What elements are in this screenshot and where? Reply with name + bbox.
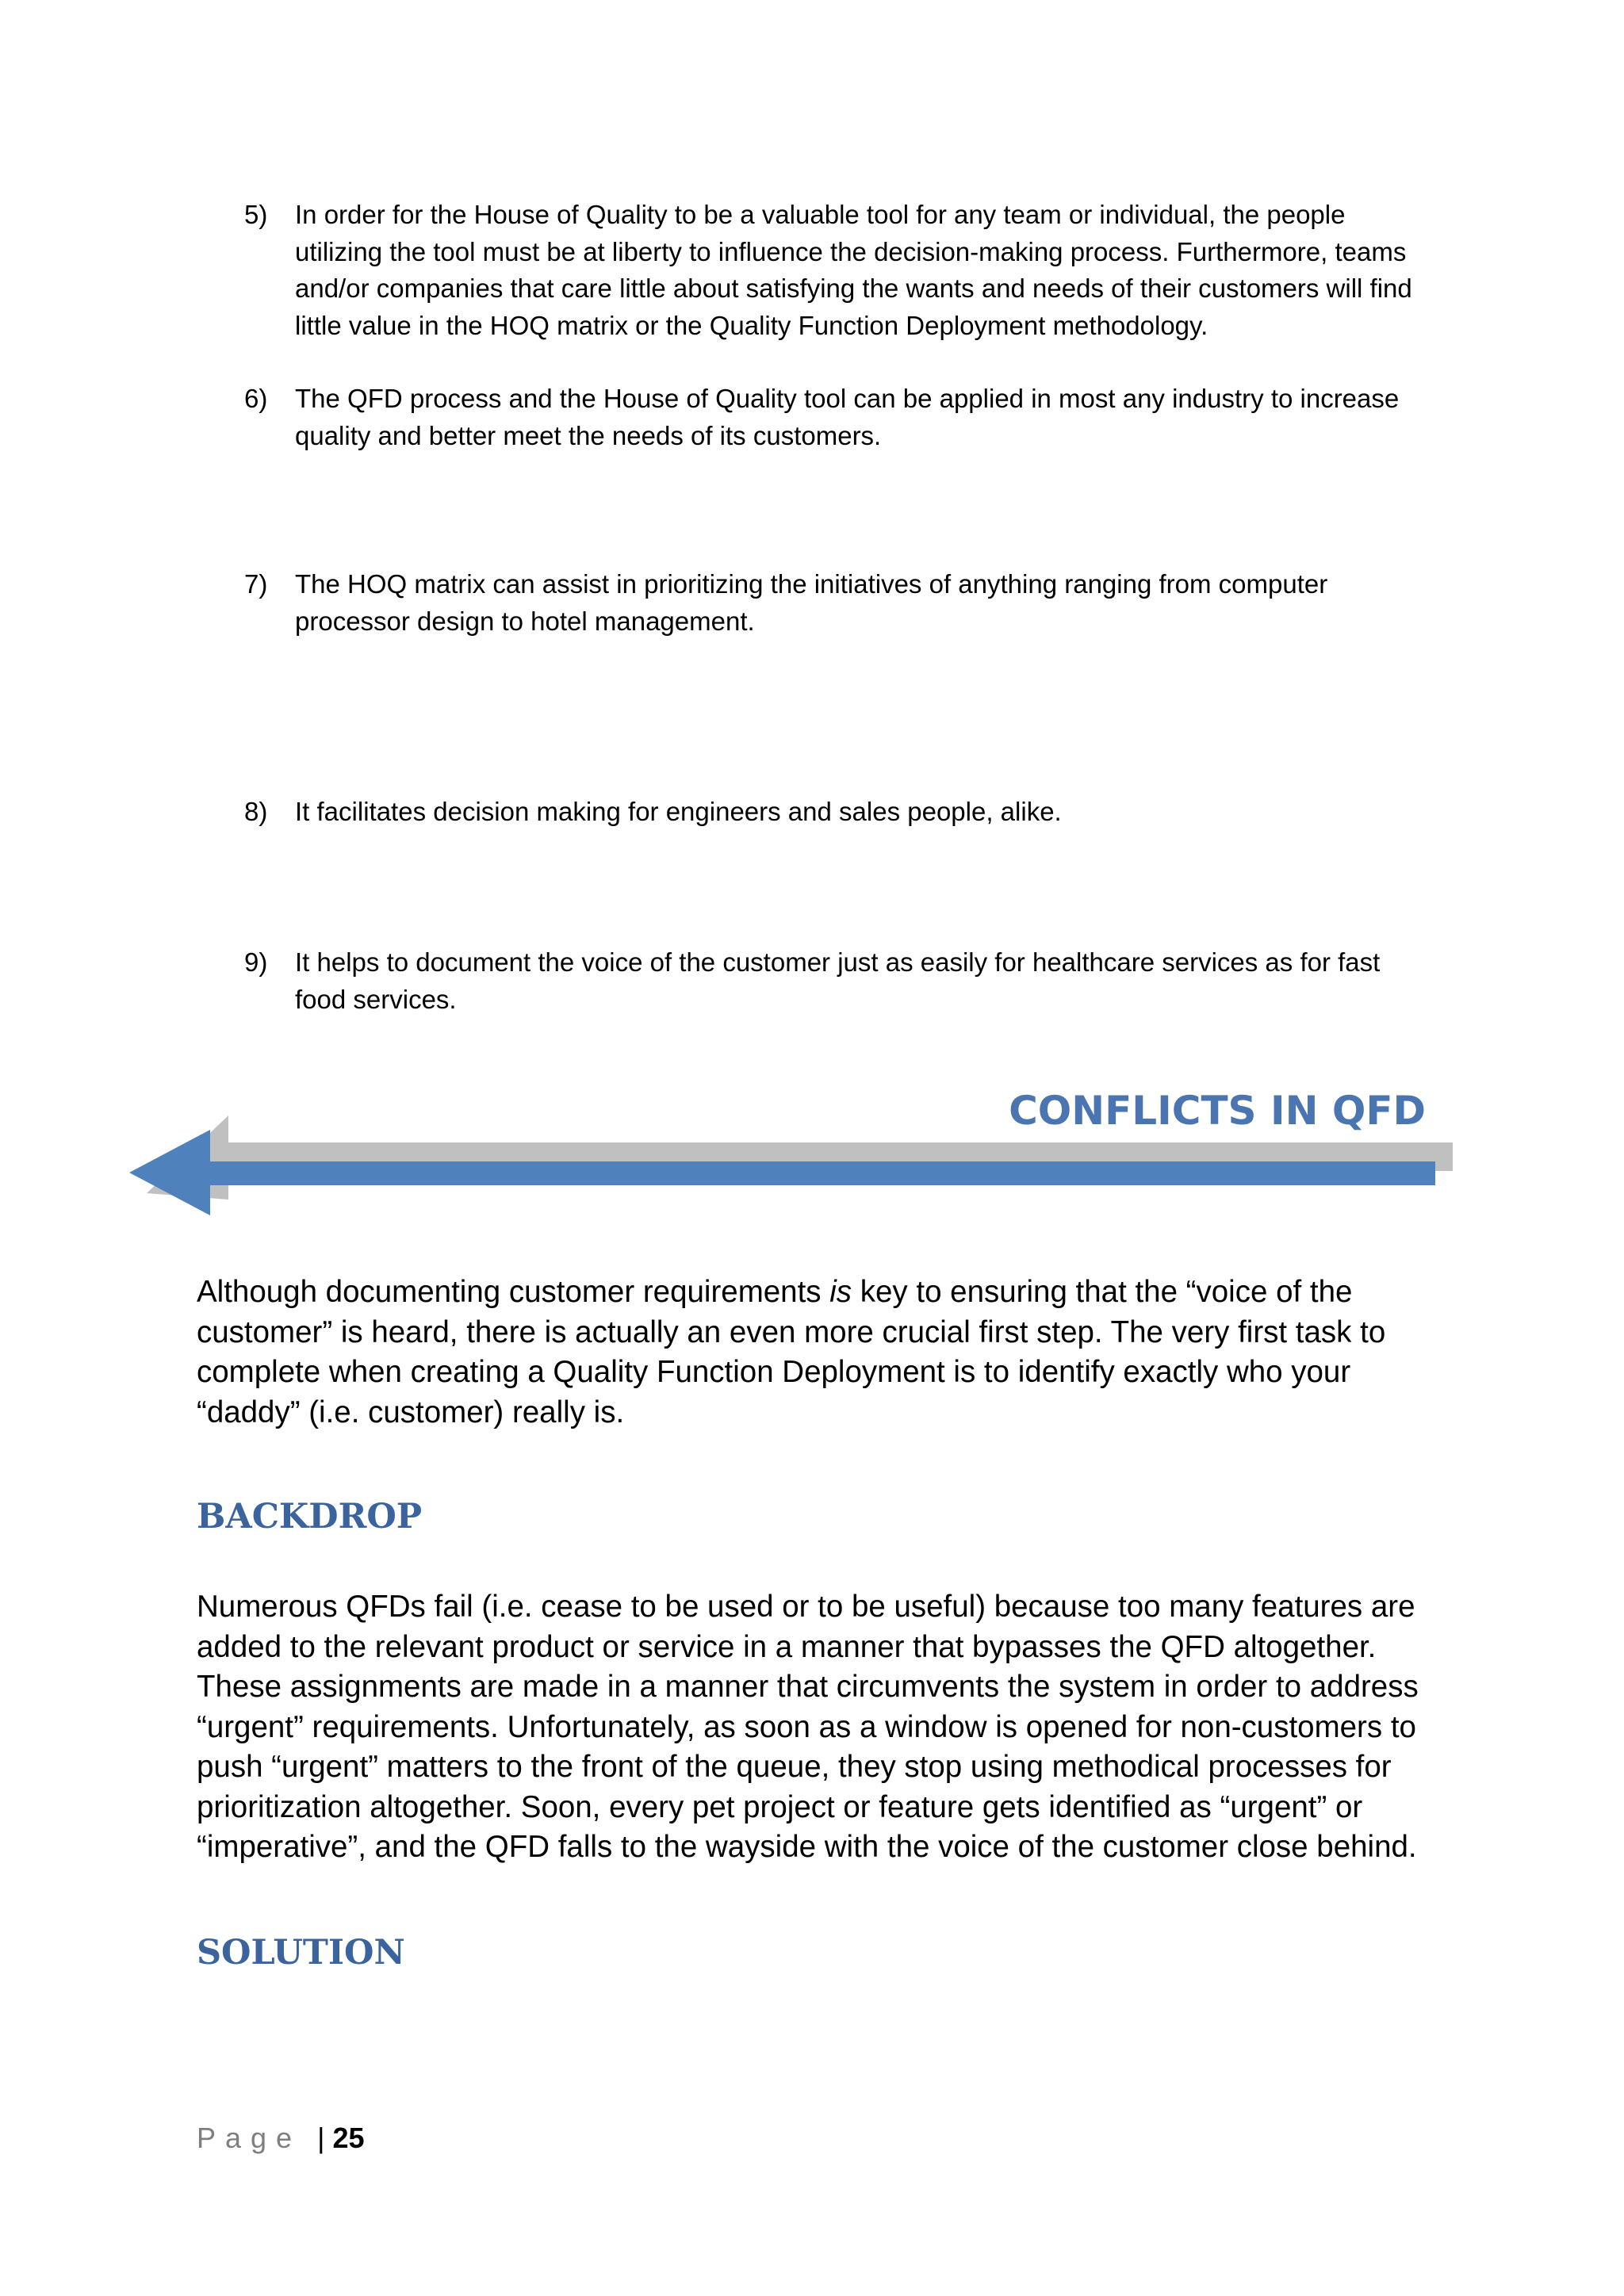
list-number: 6)	[244, 384, 268, 413]
list-text: The HOQ matrix can assist in prioritizing the initiatives of anything ranging from computer processor design to hotel management.	[295, 569, 1328, 636]
intro-text-start: Although documenting customer requirements	[197, 1275, 830, 1309]
list-number: 5)	[244, 200, 268, 229]
intro-text-end: key to ensuring that the “voice of the customer” is heard, there is actually an even more crucial first step. The very first task to complete when creating a Quality Function Deployment is to identify exactly who your “daddy” (i.e. customer) really is.	[197, 1275, 1386, 1429]
list-number: 9)	[244, 947, 268, 977]
intro-emphasis: is	[829, 1275, 852, 1309]
list-number: 7)	[244, 569, 268, 599]
list-number: 8)	[244, 797, 268, 826]
list-text: It facilitates decision making for engineers and sales people, alike.	[295, 797, 1062, 826]
intro-paragraph	[197, 1272, 1450, 1433]
backdrop-paragraph: Numerous QFDs fail (i.e. cease to be used or to be useful) because too many features are added to the relevant product or service in a manner that bypasses the QFD altogether. These assignments are made in a manner that circumvents the system in order to address “urgent” requirements. Unfortunately, as soon as a window is opened for non-customers to push “urgent” matters to the front of the queue, they stop using methodical processes for prioritization altogether. Soon, every pet project or feature gets identified as “urgent” or “imperative”, and the QFD falls to the wayside with the voice of the customer close behind.	[197, 1590, 1419, 1864]
page-label: Page	[197, 2122, 302, 2154]
list-text: The QFD process and the House of Quality tool can be applied in most any industry to increase quality and better meet the needs of its customers.	[295, 384, 1400, 450]
list-text: In order for the House of Quality to be a valuable tool for any team or individual, the people utilizing the tool must be at liberty to influence the decision-making process. Furthermore, teams and/or companies that care little about satisfying the wants and needs of their customers will find little value in the HOQ matrix or the Quality Function Deployment methodology.	[295, 200, 1412, 340]
list-text: It helps to document the voice of the customer just as easily for healthcare services as for fast food services.	[295, 947, 1381, 1014]
page-number: 25	[332, 2122, 365, 2154]
section-title: CONFLICTS IN QFD	[1009, 1088, 1426, 1134]
page-footer	[197, 2122, 364, 2155]
footer-separator: |	[317, 2122, 325, 2154]
solution-heading: SOLUTION	[197, 1933, 405, 1973]
backdrop-heading: BACKDROP	[197, 1497, 423, 1536]
